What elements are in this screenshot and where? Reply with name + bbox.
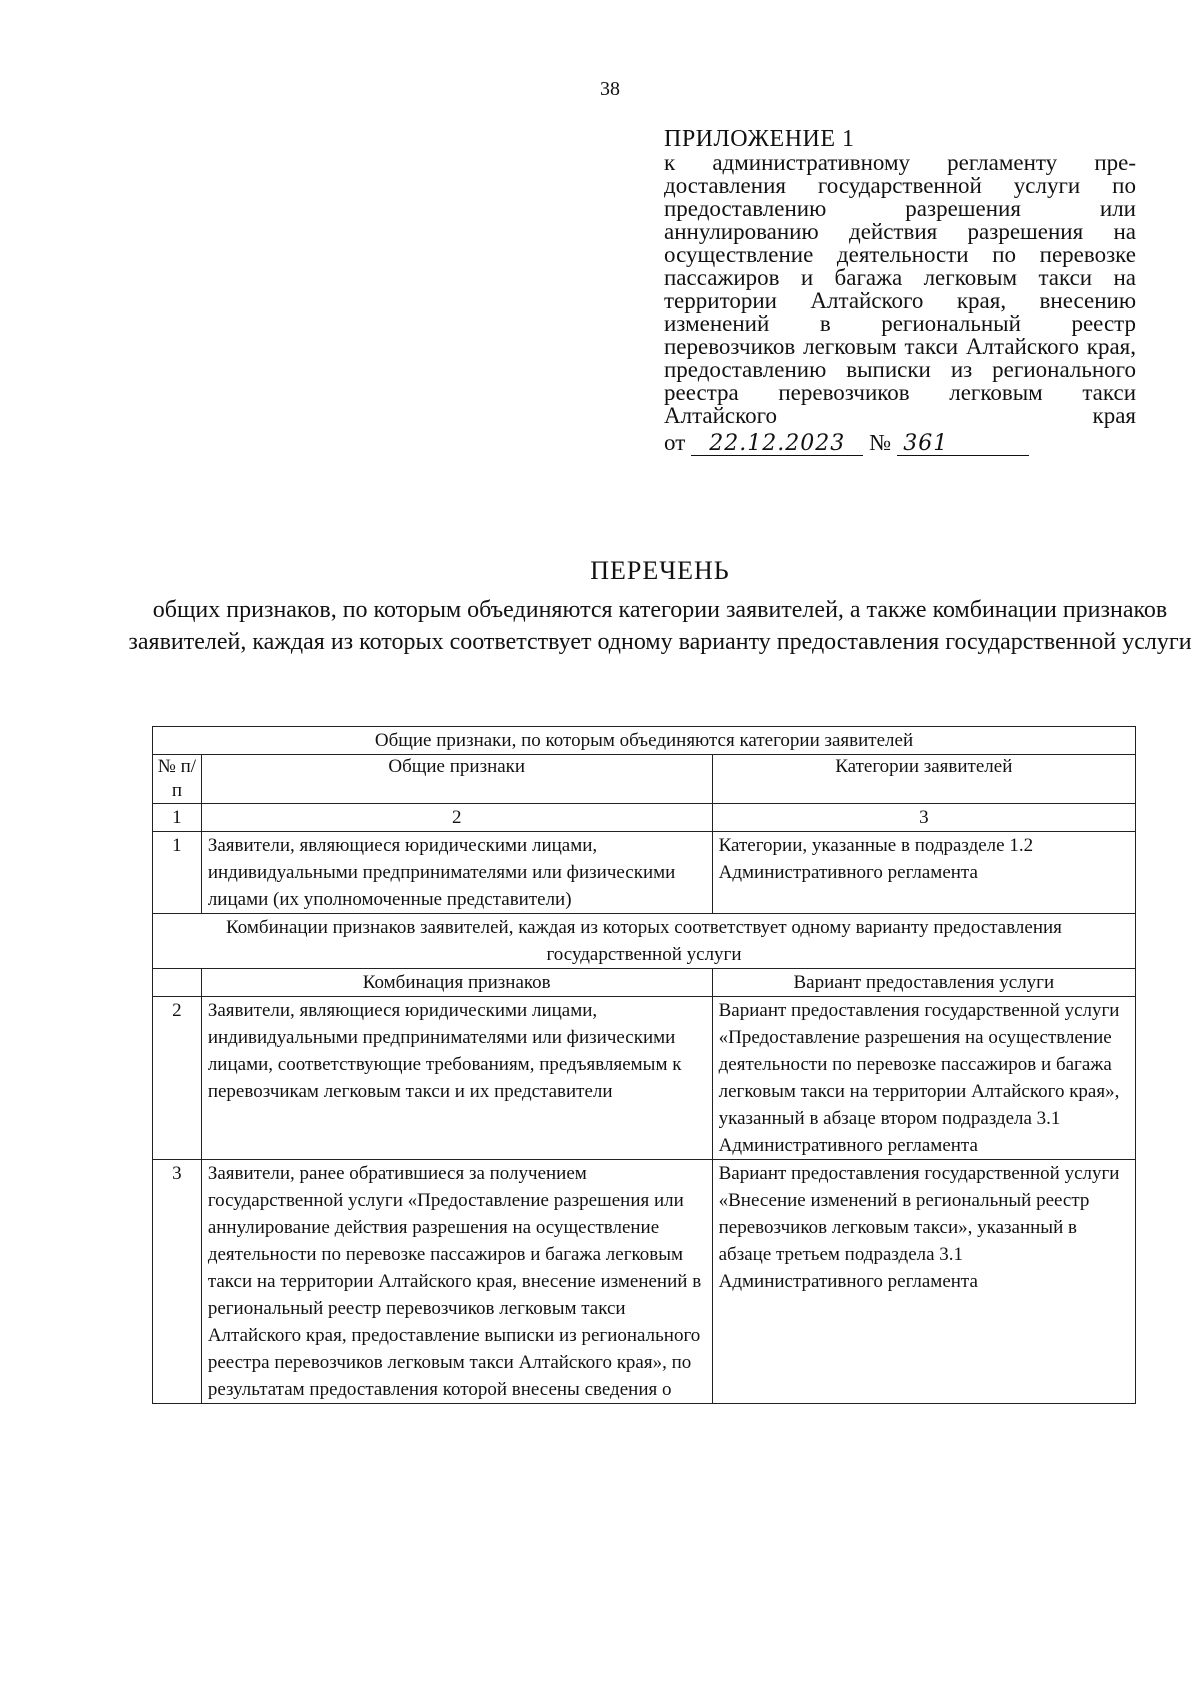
row1-number: 1 — [153, 832, 202, 914]
handwritten-date: 22.12.2023 — [691, 432, 863, 456]
handwritten-number: 361 — [897, 432, 1029, 456]
from-label: от — [664, 430, 686, 455]
row3-number: 3 — [153, 1160, 202, 1404]
header-variant: Вариант предоставления услуги — [712, 969, 1135, 997]
index-cell-3: 3 — [712, 804, 1135, 832]
row2-number: 2 — [153, 997, 202, 1160]
document-heading — [100, 556, 1200, 658]
section2-title: Комбинации признаков заявителей, каждая из которых соответствует одному варианту предоставления государственной услуги — [153, 914, 1136, 969]
criteria-table — [152, 726, 1136, 1404]
section2-title-row — [153, 914, 1136, 969]
section1-title: Общие признаки, по которым объединяются категории заявителей — [153, 727, 1136, 755]
table-row — [153, 1160, 1136, 1404]
header-no: № п/п — [153, 755, 202, 804]
section1-header-row — [153, 755, 1136, 804]
row2-variant: Вариант предоставления государственной услуги «Предоставление разрешения на осуществление деятельности по перевозке пассажиров и багажа легковым такси на территории Алтайского края», указанный в абзаце втором подраздела 3.1 Административного регламента — [712, 997, 1135, 1160]
row1-categories: Категории, указанные в подразделе 1.2 Административного регламента — [712, 832, 1135, 914]
index-cell-2: 2 — [201, 804, 712, 832]
number-label: № — [869, 430, 892, 455]
index-cell-1: 1 — [153, 804, 202, 832]
header-blank — [153, 969, 202, 997]
index-row — [153, 804, 1136, 832]
appendix-text: к административному регламенту пре-доставления государственной услуги по предоставлению разрешения или аннулированию действия разрешения на осуществление деятельности по перевозке пассажиров и багажа легковым такси на территории Алтайского края, внесению изменений в региональный реестр перевозчиков легковым такси Алтайского края, предоставлению выписки из регионального реестра перевозчиков легковым такси Алтайского края — [664, 150, 1136, 428]
header-categories: Категории заявителей — [712, 755, 1135, 804]
row3-combination: Заявители, ранее обратившиеся за получением государственной услуги «Предоставление разрешения или аннулирование действия разрешения на осуществление деятельности по перевозке пассажиров и багажа легковым такси на территории Алтайского края, внесение изменений в региональный реестр перевозчиков легковым такси Алтайского края, предоставление выписки из регионального реестра перевозчиков легковым такси Алтайского края», по результатам предоставления которой внесены сведения о — [201, 1160, 712, 1404]
table-row — [153, 832, 1136, 914]
section1-title-row — [153, 727, 1136, 755]
row1-features: Заявители, являющиеся юридическими лицами, индивидуальными предпринимателями или физическими лицами (их уполномоченные представители) — [201, 832, 712, 914]
heading-title: ПЕРЕЧЕНЬ — [590, 556, 730, 585]
signature-line — [664, 431, 1136, 456]
heading-subtitle: общих признаков, по которым объединяются категории заявителей, а также комбинации признаков заявителей, каждая из которых соответствует одному варианту предоставления государственной услуги — [128, 597, 1192, 655]
header-common-features: Общие признаки — [201, 755, 712, 804]
table-row — [153, 997, 1136, 1160]
row3-variant: Вариант предоставления государственной услуги «Внесение изменений в региональный реестр перевозчиков легковым такси», указанный в абзаце третьем подраздела 3.1 Административного регламента — [712, 1160, 1135, 1404]
appendix-block — [664, 128, 1136, 456]
page-number: 38 — [600, 78, 620, 100]
section2-header-row — [153, 969, 1136, 997]
appendix-title: ПРИЛОЖЕНИЕ 1 — [664, 126, 855, 152]
row2-combination: Заявители, являющиеся юридическими лицами, индивидуальными предпринимателями или физическими лицами, соответствующие требованиям, предъявляемым к перевозчикам легковым такси и их представители — [201, 997, 712, 1160]
header-combination: Комбинация признаков — [201, 969, 712, 997]
